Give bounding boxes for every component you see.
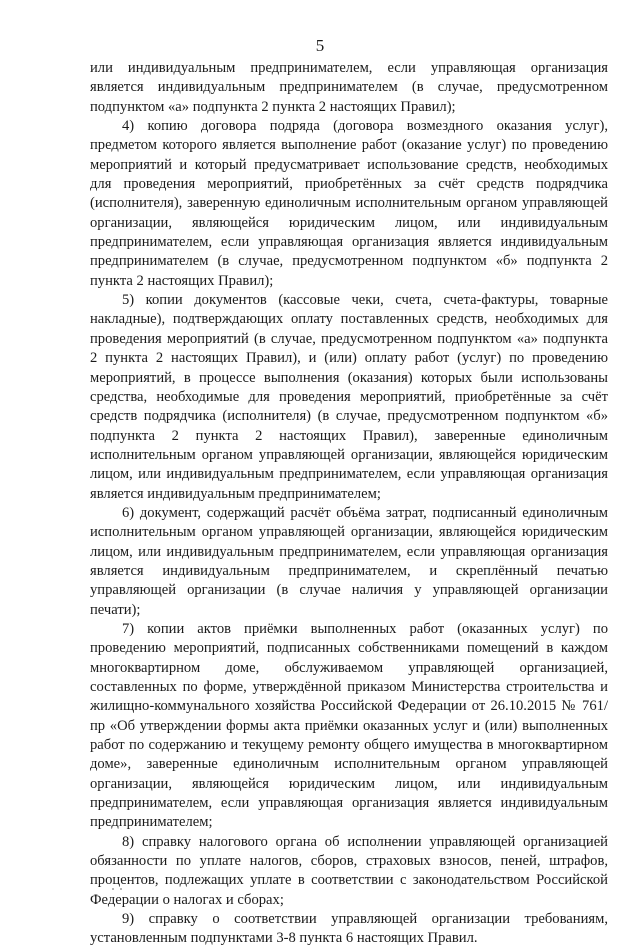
paragraph-item-7: 7) копии актов приёмки выполненных работ (оказанных услуг) по проведению мероприятий, подписанных собственниками помещений в каждом многоквартирном доме, обслуживаемом управляющей организацией, составленных по форме, утверждённой приказом Министерства строительства и жилищно-коммунального хозяйства Российской Федерации от 26.10.2015 № 761/пр «Об утверждении формы акта приёмки оказанных услуг и (или) выполненных работ по содержанию и текущему ремонту общего имущества в многоквартирном доме», заверенные единоличным исполнительным органом управляющей организации, являющейся юридическим лицом, или индивидуальным предпринимателем, если управляющая организация является индивидуальным предпринимателем; [90, 620, 608, 831]
scan-speck [120, 888, 122, 890]
paragraph-item-5: 5) копии документов (кассовые чеки, счета, счета-фактуры, товарные накладные), подтверждающих оплату поставленных средств, необходимых для проведения мероприятий (в случае, предусмотренном подпунктом «а» подпункта 2 пункта 2 настоящих Правил), и (или) оплату работ (услуг) по проведению мероприятий, в процессе выполнения (оказания) которых были использованы средства, необходимые для проведения мероприятий, приобретённые за счёт средств подрядчика (исполнителя) (в случае, предусмотренном подпунктом «б» подпункта 2 пункта 2 настоящих Правил), заверенные единоличным исполнительным органом управляющей организации, являющейся юридическим лицом, или индивидуальным предпринимателем, если управляющая организация является индивидуальным предпринимателем; [90, 292, 608, 502]
paragraph-item-9: 9) справку о соответствии управляющей организации требованиям, установленным подпунктами 3-8 пункта 6 настоящих Правил. [90, 911, 608, 947]
paragraph-item-6: 6) документ, содержащий расчёт объёма затрат, подписанный единоличным исполнительным органом управляющей организации, являющейся юридическим лицом, или индивидуальным предпринимателем, если управляющая организация является индивидуальным предпринимателем, и скреплённый печатью управляющей организации (в случае наличия у управляющей организации печати); [90, 504, 608, 618]
paragraph-continuation: или индивидуальным предпринимателем, если управляющая организация является индивидуальным предпринимателем (в случае, предусмотренном подпунктом «а» подпункта 2 пункта 2 настоящих Правил); [90, 60, 608, 115]
page-number: 5 [315, 36, 325, 55]
document-body [90, 59, 608, 949]
paragraph-item-4: 4) копию договора подряда (договора возмездного оказания услуг), предметом которого является выполнение работ (оказание услуг) по проведению мероприятий и который предусматривает использование средств, необходимых для проведения мероприятий, приобретённых за счёт средств подрядчика (исполнителя), заверенную единоличным исполнительным органом управляющей организации, являющейся юридическим лицом, или индивидуальным предпринимателем, если управляющая организация является индивидуальным предпринимателем (в случае, предусмотренном подпунктом «б» подпункта 2 пункта 2 настоящих Правил); [90, 118, 608, 289]
scan-speck [112, 888, 114, 890]
paragraph-item-8: 8) справку налогового органа об исполнении управляющей организацией обязанности по уплате налогов, сборов, страховых взносов, пеней, штрафов, процентов, подлежащих уплате в соответствии с законодательством Российской Федерации о налогах и сборах; [90, 833, 608, 908]
